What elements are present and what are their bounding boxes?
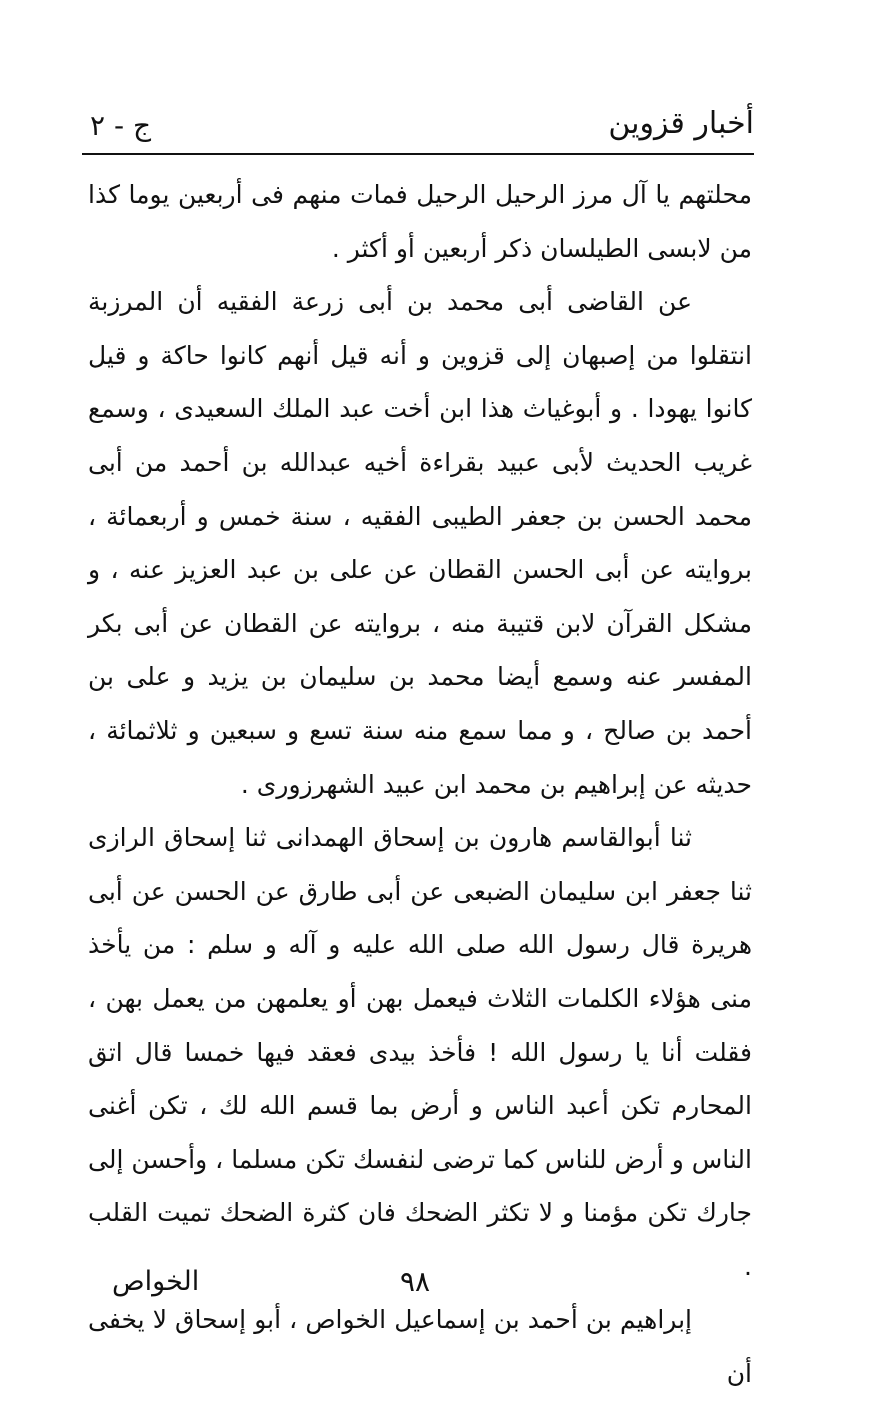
header-rule <box>82 153 754 155</box>
paragraph-4: إبراهيم بن أحمد بن إسماعيل الخواص ، أبو إسحاق لا يخفى أن <box>88 1305 752 1389</box>
volume-number: ج - ٢ <box>90 109 152 142</box>
paragraph-3: ثنا أبوالقاسم هارون بن إسحاق الهمدانى ثنا إسحاق الرازى ثنا جعفر ابن سليمان الضبعى عن أبى طارق عن الحسن عن أبى هريرة قال رسول الله صلى الله عليه و آله و سلم : من يأخذ منى هؤلاء الكلمات الثلاث فيعمل بهن أو يعلمهن من يعمل بهن ، فقلت أنا يا رسول الله ! فأخذ بيدى فعقد فيها خمسا قال اتق المحارم تكن أعبد الناس و أرض بما قسم الله لك ، تكن أغنى الناس و أرض للناس كما ترضى لنفسك تكن مسلما ، وأحسن إلى جارك تكن مؤمنا و لا تكثر الضحك فان كثرة الضحك تميت القلب . <box>88 823 752 1281</box>
body-text <box>88 168 752 1401</box>
paragraph-1: محلتهم يا آل مرز الرحيل الرحيل فمات منهم فى أربعين يوما كذا من لابسى الطيلسان ذكر أربعين أو أكثر . <box>88 180 752 263</box>
page-number: ٩٨ <box>400 1265 431 1298</box>
page-footer <box>82 1262 754 1312</box>
running-header <box>82 98 754 154</box>
catchword: الخواص <box>112 1266 200 1297</box>
paragraph-2: عن القاضى أبى محمد بن أبى زرعة الفقيه أن المرزبة انتقلوا من إصبهان إلى قزوين و أنه قيل أنهم كانوا حاكة و قيل كانوا يهودا . و أبوغياث هذا ابن أخت عبد الملك السعيدى ، وسمع غريب الحديث لأبى عبيد بقراءة أخيه عبدالله بن أحمد من أبى محمد الحسن بن جعفر الطيبى الفقيه ، سنة خمس و أربعمائة ، بروايته عن أبى الحسن القطان عن على بن عبد العزيز عنه ، و مشكل القرآن لابن قتيبة منه ، بروايته عن القطان عن أبى بكر المفسر عنه وسمع أيضا محمد بن سليمان بن يزيد و على بن أحمد بن صالح ، و مما سمع منه سنة تسع و سبعين و ثلاثمائة ، حديثه عن إبراهيم بن محمد ابن عبيد الشهرزورى . <box>88 287 752 799</box>
book-title: أخبار قزوين <box>608 106 754 141</box>
